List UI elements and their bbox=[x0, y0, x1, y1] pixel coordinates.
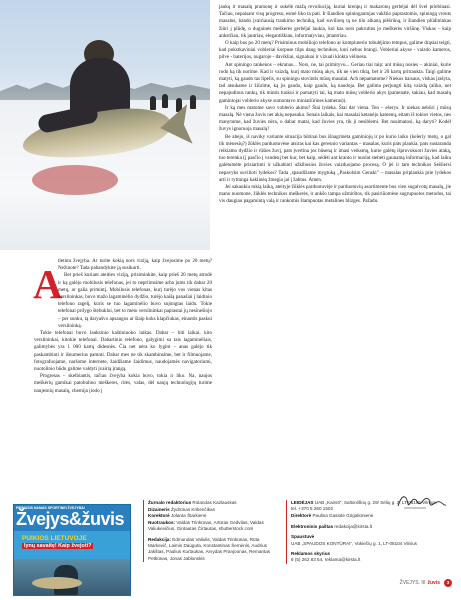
credit-row bbox=[148, 520, 273, 532]
credit-value[interactable]: 8 (5) 262 83 54, reklama@kirsta.lt bbox=[291, 557, 361, 563]
credit-value: UAB „Kairsti", Saltoniškių g. 29/ Sėlių g. 3, LT-08105 Vilnius, tel. +370 5 260 1502 bbox=[291, 500, 437, 512]
photo-background-figure bbox=[162, 94, 168, 108]
article-paragraph: Bet prieš kuriant ateities viziją, prisiminkite, kaip prieš 20 metų atrodė ir ką galėjo mobilusis telefonas, jei to nepriimsime arba jums tik dabar 20 metų, ar galia primintį. Mobilusis telefonas, kurį turėjo vos vienas kitas verslininkas, buvo mažo lagaminėlio dydžio, turėjo kaišą panašiai į laidinio telefono ragelį, kuris se tuo lagaminėlio buvo sujungtas laidu. Tokie telefonai prilygo štebuklui, bet to meto verslininkai paprastai jų nesinešiojo – per sunku, tą daryašvo apsaugos ar šiaip koks klapčiukas, einantis paskui verslininką. bbox=[58, 272, 212, 329]
cover-photo-ice-fishing bbox=[0, 0, 210, 250]
credit-value: Jolanta Štarkienė bbox=[170, 513, 207, 519]
cover-promo-line: lynų savaitę! Kaip žvejoti? bbox=[24, 543, 92, 549]
article-right-column bbox=[219, 4, 451, 206]
article-paragraph: Tokie telefonai buvo lauksinio kaštiniuoko laikas. Dabar – biti laikai, kito verslininkai, kitokie telefonai. Dabartinio telefono, galygimi su tais lagaminėliais, galimybės yra 1 000 kartų didesnės. Čia net nėra ko lygint – anas galėjo tik paskambinti ir išnumerius pamnti. Dabar mes ne tik skambinsime, bet ir filmuojame, fotografuojame, naršome internete, žaidžiame žaidimus, naudojamės navigatoriumi, nuotolinio būdu galime valdyti įvairią įrangą. bbox=[34, 330, 212, 373]
credit-label: Elektroninis paštas bbox=[291, 523, 334, 529]
article-left-column bbox=[34, 258, 212, 395]
credit-value: UAB „SPAUDOS KONTŪRAI", Vokiečių g. 1, LT-08104 Vilnius bbox=[291, 540, 417, 546]
article-paragraph: Ir ką mes matome savo voblerio akims? Štai lydeka. Štai dar viena. Ten – ešerys. Ir niekas nebūri į mūsų masalą. Nė viena žuvis net akių nepasuka. Senais laikais, kai masalai ketanėjo kamenų, eitam iš tokios vietos, nes manytume, kad žuvies nėra, o dabar matai, kad žuvies yra, tik ji nesiblemi. Bet nusimatosi, ką daryti? Kodėl žuvys ignoruoja masalą? bbox=[219, 104, 451, 133]
page-footer bbox=[400, 579, 452, 587]
credits-editorial bbox=[143, 500, 273, 562]
credit-value: Paulina Gasiūtė Grigaliūnienė bbox=[312, 512, 374, 518]
credit-value: Edmundas Valiulis, Valdas Trinkūnas, Rūta Markevič, Laimis Dauguta, Konstantinas Šemėnis, Audrius Jakštas, Paulius Kurtaukas, Arvydas Pranjoonas, Remantas Petkūnas, Jonas Jablonskis bbox=[148, 537, 271, 561]
credit-row bbox=[291, 551, 444, 563]
credit-label: Spaustuvė bbox=[291, 534, 315, 540]
credit-label: Žurnalo redaktorius bbox=[148, 500, 192, 505]
article-paragraph: Ant spiningo rankenos – ekranas... Nors, ne, tai primityvu... Geriau tiai taip: ant mūsų nosies – akiniai, kurie rodo ką tik norime. Kad ir vaizdą, kurį mato mūsų akys, tik ne vien tiktą, bet ir 20 kartų pritraukta. Taigi galime matyti, ką gaudo tas lipelis, su spiningu stovintis mūsų masalai. Ach nepamatome? Niekos baisaus, viskas įrašyta, tad atsukame ir žiūrime, ką jis gaudo, kaip gaudo, ką naudoja. Bet galima perjungti kitą vaizdą (aliko, net nepajudinus rankų, tik mintis tuokui ir pamatyti tai, ką mato mūsų voblerio akys (pamenate, sakiau, kad masalų gamintojai voblerio akyse sumontavo miniatiūrines kameras)). bbox=[219, 61, 452, 104]
photo-ice-stain bbox=[32, 165, 118, 195]
cover-photo bbox=[14, 559, 130, 596]
credit-value[interactable]: redakcija@kirsta.lt bbox=[334, 523, 373, 529]
credit-row bbox=[148, 507, 273, 513]
credit-label: Dizaineris bbox=[148, 506, 170, 512]
cover-promo-line: PUIKIOS LIETUVOJE bbox=[22, 535, 87, 542]
credits-publisher bbox=[286, 500, 444, 564]
credit-row bbox=[148, 537, 273, 562]
credit-value: Žydrūnas Krikenčikas bbox=[170, 506, 215, 512]
photo-background-figure bbox=[190, 95, 196, 109]
photo-background-figure bbox=[150, 96, 156, 110]
credit-label: Reklamos skyrius bbox=[291, 551, 331, 557]
cover-promo bbox=[22, 535, 120, 555]
credit-label: LEIDĖJAS bbox=[291, 500, 314, 505]
footer-brand: žuvis bbox=[427, 580, 440, 586]
article-paragraph: tletinn žvejyba. Ar turite kokią nors viziją, kaip žvejosime po 20 metų? Nežinote? Tada pabandykite ją susikurti. bbox=[58, 258, 212, 272]
credit-row bbox=[291, 513, 444, 519]
magazine-cover-thumbnail bbox=[13, 504, 131, 596]
article-paragraph: Jei sakaukiu tokią laiką, ateityje žūklės parduotuvėje ir parduotuvių asortimente bus vien sugalvotų masalų, jie mano nuomone, žūklės technikos meškerės, ir ankšo tampa užmirštos, tik pasiriūomėse sugrupuotos metodos, tai vis daugiau pagamintą valą ir rankomis štampuotas metalines blizges. Pažadu. bbox=[219, 184, 451, 205]
article-paragraph: O kaip bus po 20 metų? Prisiminus mobiliojo telefono ar kompiuterio tobulėjimo tempus, galime drąsiai teigti, kad pokstkaviniai vobleriai korpuse tilps daug technikos, kuri nebus brangi. Vobleriai akyse - vaizdo kameros, pilve - baterijos, nugaroje - davikliai, signaluai ir vizuali klokta vėlinesn. bbox=[219, 40, 451, 61]
credit-value: Rolandas Kazlauskas bbox=[192, 500, 237, 505]
page-number: 3 bbox=[444, 579, 452, 587]
credit-row bbox=[148, 513, 273, 519]
credit-label: Nuotraukos: bbox=[148, 520, 176, 526]
footer-month: ŽVEJYS. III bbox=[399, 580, 426, 586]
credit-value: Valdas Trinkūnas, Artūras Gedvilas, Valdas Valiukevičius, Gintautas Čirtautas, shutterstock.com bbox=[148, 520, 264, 532]
credit-row bbox=[291, 524, 444, 530]
credit-label: Redakcija: bbox=[148, 537, 171, 543]
cover-tagline: PIRMASIS NAMAS SPORTINEI ŽVEJYBAI bbox=[16, 506, 85, 510]
credit-label: Korektorė bbox=[148, 513, 170, 519]
credit-label: Direktorė bbox=[291, 512, 312, 518]
article-paragraph: Be abejo, iš naviky variante situacija būtinai bus išnagrinėta gaminiojų ir po kurio laiko (keleriy metų, o gal tik mėnesių?) žūklės parduotuvėse atsiras kai kas geresnio variantas – masalas, kuris pats plaukia, pats sustaranda reikiamo dydžio ir rūšies žuvį, pats įvertina jos būseną ir imasi veiksmų, kurie galėtų išprovokuoti žuvies ataką, tuo terenka (į pasčio į vandenį bet kur, bet kaip, sėdėti ant kranto ir nuolat stebėti gaunamą informaciją, kad laiku galėtumėte prisiartinti ir užkabinti užkibusios žuvies vaizduojamo procesą. O jei ir tam technikos Seišiersi nepavyks suvilioti lydekos? Tada ‚spaudžiame mygtuką „Paskolsim Genski" – masalas priplaukia prie lydekos arti ir rytinnga kaklinėą žmegia jai į žabtus. Amen. bbox=[219, 133, 451, 183]
article-paragraph: jaukų ir masalų pramonę ir sukėlė mažą revoliuciją, kuriai krenpų ir makaronų gerbėjai dėl švel priebinasi. Tačiau, nepaisant visų progreso, esmė liko ta pati. Ir šiandien spiningautojas vakštio paprastomis, spiningą vrouts masalus, bando įvairiausią traukimo techniką, kad suviliotų tą ne tiin alkaną plėšrūną, ir šiandien plūdininkas žiūri į plūdę, o dugninės meškerės gerbėjai laukia, kol kas nors pakrutins jo meškerės viršūnę. Viskas – kaip ankstčiau, tik įautriau, elegantiškiau, informatyviau, įmantriau. bbox=[219, 4, 451, 39]
article-dropcap: A bbox=[33, 261, 63, 307]
credit-row bbox=[148, 500, 273, 506]
cover-fish bbox=[32, 577, 82, 589]
credit-row bbox=[291, 500, 444, 512]
cover-title: Žvejys&žuvis bbox=[16, 509, 125, 529]
credit-row bbox=[291, 534, 444, 546]
article-paragraph: Progresas – skelbiantis, tačiau žvejyba kokia buvo, tokia ir liko. Na, naujos meškėrių gamikai patobulino meškeres, ritės, valas, dėl naujų technologijų turime naujesnių masalų, chemija įiodo j bbox=[34, 373, 212, 394]
